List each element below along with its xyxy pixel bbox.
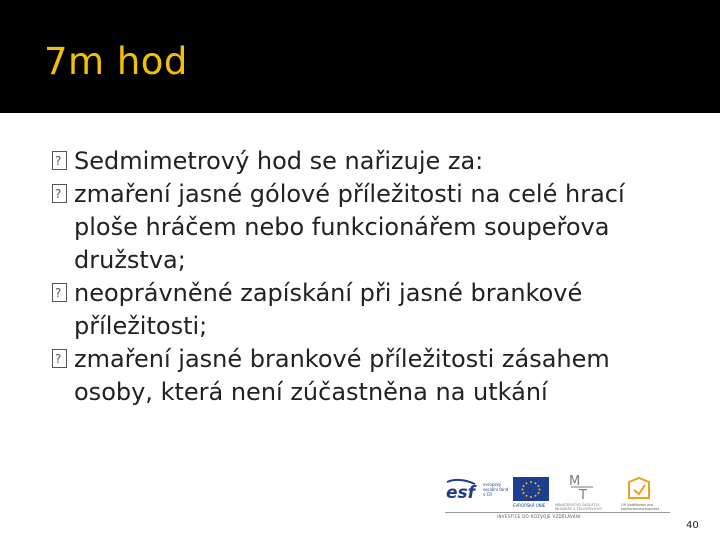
missing-glyph-box-icon [52, 184, 67, 203]
msmt-logo-icon [565, 472, 599, 502]
page-number: 40 [686, 520, 699, 531]
footer-logos [445, 472, 670, 520]
esf-caption: evropský sociální fond v ČR [483, 482, 509, 497]
esf-logo-icon [445, 478, 479, 504]
missing-glyph-box-icon [52, 349, 67, 368]
bullet-text: zmaření jasné gólové příležitosti na celé hrací ploše hráčem nebo funkcionářem soupeřova družstva; [74, 180, 625, 274]
svg-text:M: M [569, 474, 581, 489]
bullet-text: neoprávněné zapískání při jasné brankové příležitosti; [74, 279, 583, 340]
logo-divider [445, 512, 670, 513]
svg-text:T: T [579, 488, 587, 502]
eu-caption: EVROPSKÁ UNIE [513, 503, 546, 508]
op-caption: OP Vzdělávání pro konkurenceschopnost [621, 503, 660, 511]
bullet-item [52, 178, 692, 277]
title-bar [0, 0, 720, 113]
svg-text:esf: esf [446, 483, 476, 503]
missing-glyph-box-icon [52, 151, 67, 170]
bullet-item [52, 343, 692, 409]
eu-flag-icon [513, 477, 549, 501]
slide-body [52, 145, 692, 409]
op-logo-icon [625, 476, 653, 502]
bullet-text: zmaření jasné brankové příležitosti zásahem osoby, která není zúčastněna na utkání [74, 345, 610, 406]
slide-title: 7m hod [44, 40, 188, 83]
bullet-text: Sedmimetrový hod se nařizuje za: [74, 147, 484, 175]
bullet-item [52, 145, 692, 178]
missing-glyph-box-icon [52, 283, 67, 302]
bullet-item [52, 277, 692, 343]
msmt-caption: MINISTERSTVO ŠKOLSTVÍ, MLÁDEŽE A TĚLOVÝCHOVY [555, 503, 603, 511]
invest-tagline: INVESTICE DO ROZVOJE VZDĚLÁVÁNÍ [497, 514, 581, 519]
